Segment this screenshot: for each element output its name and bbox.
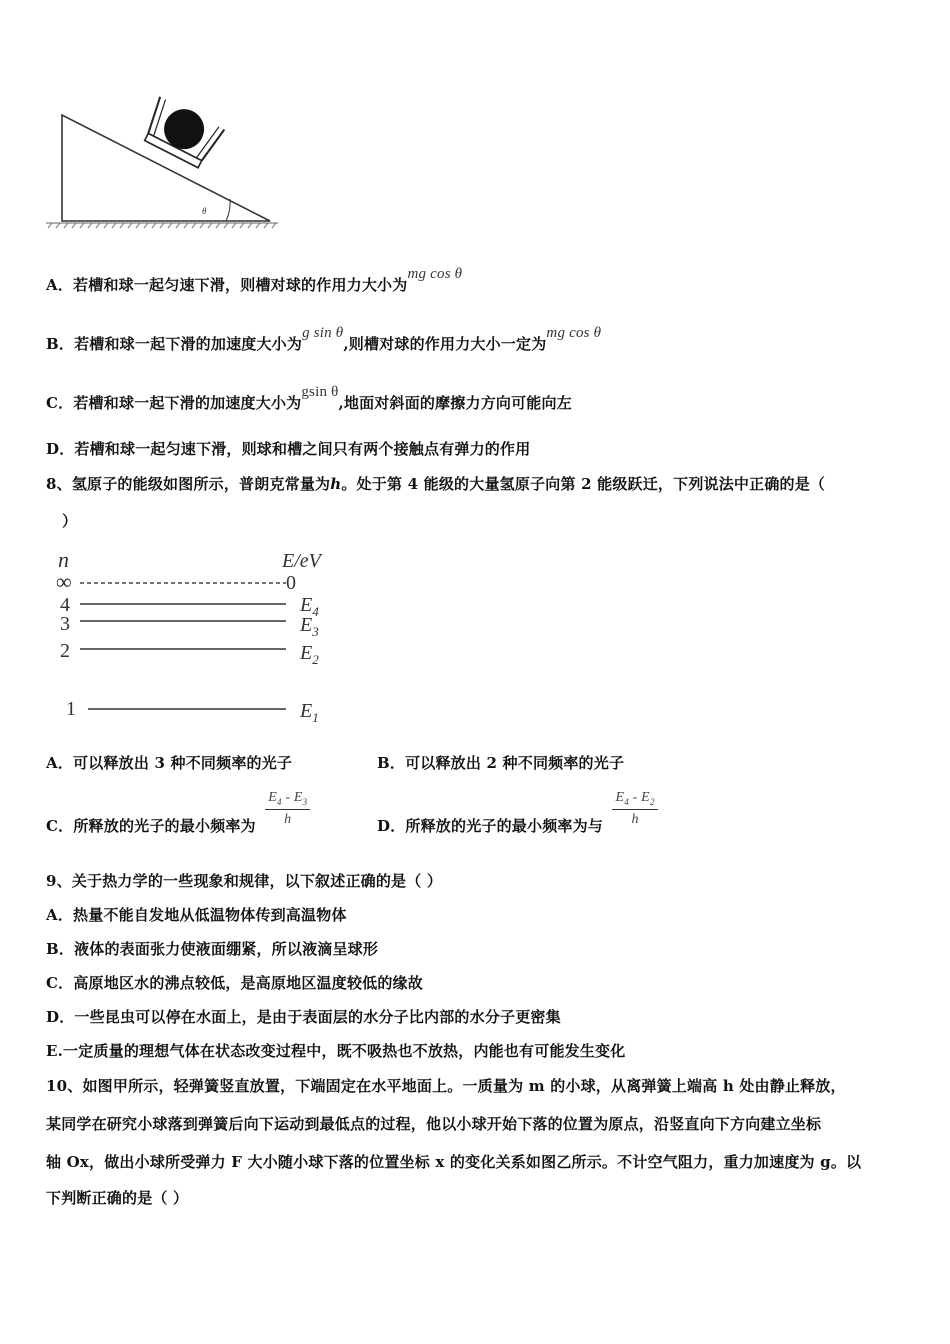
q8-option-b: B．可以释放出 2 种不同频率的光子 [377, 754, 625, 772]
angle-label: θ [202, 206, 207, 216]
q10-line2: 某同学在研究小球落到弹簧后向下运动到最低点的过程，他以小球开始下落的位置为原点，沿竖直向下方向建立坐标 [46, 1115, 822, 1133]
q8-option-d [377, 790, 658, 835]
incline-figure [40, 95, 290, 235]
q7-option-b-text1: B．若槽和球一起下滑的加速度大小为 [46, 335, 303, 353]
level-2-e-sub: 2 [312, 652, 319, 667]
q8-option-d-text: D．所释放的光子的最小频率为与 [377, 816, 604, 835]
level-4-n: 4 [60, 594, 70, 616]
q8-option-c-numerator: $E_4 - E_3$ [265, 790, 310, 810]
level-2-e: $E_2$ [300, 642, 319, 667]
q8-option-c-fraction [265, 790, 310, 828]
q8-stem-part2: 。处于第 4 能级的大量氢原子向第 2 能级跃迁，下列说法中正确的是（ [341, 475, 826, 493]
q7-option-c-math1: gsin θ [301, 384, 339, 400]
q8-option-c-text: C．所释放的光子的最小频率为 [46, 816, 256, 835]
q7-option-a-text: A．若槽和球一起匀速下滑，则槽对球的作用力大小为 [46, 276, 408, 294]
level-inf-e: 0 [286, 572, 296, 594]
level-4-e: $E_4$ [300, 594, 319, 619]
q8-option-c-denominator: h [284, 811, 292, 827]
q7-option-a [46, 266, 463, 295]
ground-hatch [46, 223, 278, 228]
n-header: n [58, 547, 69, 572]
level-4-e-sub: 4 [312, 604, 319, 619]
q9-option-b: B．液体的表面张力使液面绷紧，所以液滴呈球形 [46, 940, 379, 958]
q10-line3: 轴 Ox，做出小球所受弹力 F 大小随小球下落的位置坐标 x 的变化关系如图乙所示。不计空气阻力，重力加速度为 g。以 [46, 1153, 862, 1171]
q7-option-b-text2: ,则槽对球的作用力大小一定为 [343, 335, 547, 353]
angle-arc [226, 199, 230, 221]
level-1-n: 1 [66, 698, 76, 720]
q8-stem-h: h [330, 475, 342, 493]
q7-option-c-text2: ,地面对斜面的摩擦力方向可能向左 [338, 394, 572, 412]
level-3-n: 3 [60, 613, 70, 635]
q9-stem: 9、关于热力学的一些现象和规律，以下叙述正确的是（ ） [46, 872, 443, 890]
q8-stem [46, 473, 825, 494]
q9-option-d: D．一些昆虫可以停在水面上，是由于表面层的水分子比内部的水分子更密集 [46, 1008, 561, 1026]
q8-option-c [46, 790, 310, 835]
q8-option-d-denominator: h [631, 811, 639, 827]
level-1-e: $E_1$ [300, 700, 319, 725]
q8-option-d-fraction [612, 790, 657, 828]
q8-stem-line2: ） [62, 512, 78, 530]
q8-option-a: A．可以释放出 3 种不同频率的光子 [46, 754, 293, 772]
groove-with-ball [139, 95, 225, 170]
q7-option-c-text1: C．若槽和球一起下滑的加速度大小为 [46, 394, 302, 412]
q8-stem-part1: 8、氢原子的能级如图所示，普朗克常量为 [46, 475, 331, 493]
q9-option-c: C．高原地区水的沸点较低，是高原地区温度较低的缘故 [46, 974, 423, 992]
q9-option-a: A．热量不能自发地从低温物体传到高温物体 [46, 906, 347, 924]
level-inf-n: ∞ [56, 569, 72, 594]
q10-line1: 10、如图甲所示，轻弹簧竖直放置，下端固定在水平地面上。一质量为 m 的小球，从离弹簧上端高 h 处由静止释放， [46, 1077, 846, 1095]
e-header: E/eV [282, 550, 321, 572]
level-3-e: $E_3$ [300, 614, 319, 639]
level-2-n: 2 [60, 640, 70, 662]
energy-level-diagram [50, 545, 350, 730]
q7-option-c [46, 384, 572, 413]
q10-line4: 下判断正确的是（ ） [46, 1189, 189, 1207]
q8-option-d-numerator: $E_4 - E_2$ [612, 790, 657, 810]
q7-option-b-math1: g sin θ [302, 325, 344, 341]
q7-option-d: D．若槽和球一起匀速下滑，则球和槽之间只有两个接触点有弹力的作用 [46, 440, 531, 458]
q7-option-b-math2: mg cos θ [546, 325, 602, 341]
level-1-e-sub: 1 [312, 710, 319, 725]
level-3-e-sub: 3 [312, 624, 319, 639]
q9-option-e: E.一定质量的理想气体在状态改变过程中，既不吸热也不放热，内能也有可能发生变化 [46, 1042, 626, 1060]
q7-option-a-math: mg cos θ [407, 266, 463, 282]
q7-option-b [46, 325, 602, 354]
